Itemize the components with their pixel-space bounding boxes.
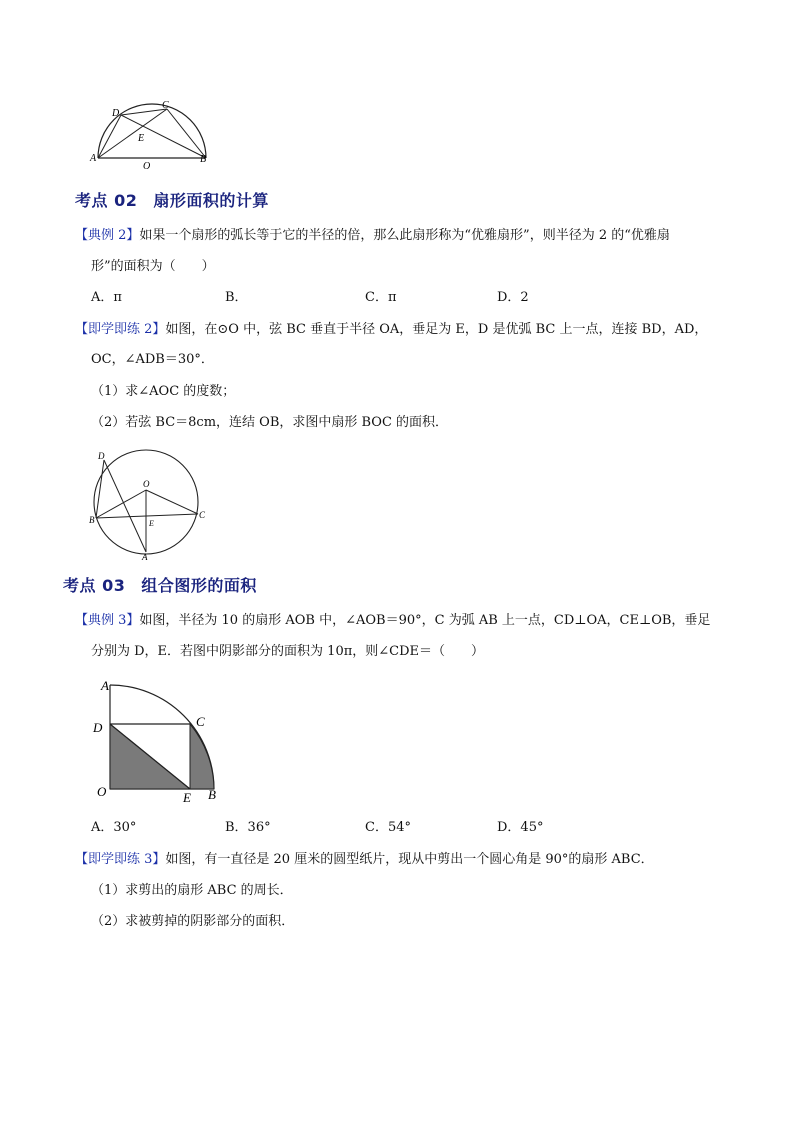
practice-tag: 【即学即练 3】 (75, 852, 166, 867)
figure-semicircle (88, 98, 218, 170)
example-text: 如图，半径为 10 的扇形 AOB 中，∠AOB＝90°，C 为弧 AB 上一点，CD⊥OA，CE⊥OB，垂足 (139, 613, 711, 628)
practice-2-line-1 (75, 320, 707, 340)
option-b: B．36° (225, 820, 271, 835)
section-number: 考点 02 (75, 191, 138, 210)
fig2-label-d: D (98, 451, 105, 461)
fig2-label-a: A (142, 552, 148, 560)
practice-2-line-2: OC，∠ADB＝30°． (91, 352, 214, 367)
fig3-label-a: A (101, 678, 109, 693)
option-c: C．π (365, 290, 397, 305)
fig1-label-b: B (200, 154, 207, 165)
fig3-label-c: C (196, 714, 205, 729)
option-d: D．45° (497, 820, 544, 835)
example-2-line-2: 形”的面积为（ ） (91, 259, 215, 274)
fig1-label-a: A (90, 153, 97, 164)
practice-3-question-1: （1）求剪出的扇形 ABC 的周长． (91, 883, 293, 898)
fig3-label-o: O (97, 784, 107, 799)
example-3-line-2: 分别为 D，E．若图中阴影部分的面积为 10π，则∠CDE＝（ ） (91, 644, 485, 659)
section-heading-02 (75, 188, 269, 211)
fig3-label-e: E (183, 790, 191, 805)
practice-text: 如图，有一直径是 20 厘米的圆型纸片，现从中剪出一个圆心角是 90°的扇形 ABC． (165, 852, 654, 867)
example-3-line-1 (75, 611, 710, 631)
example-tag: 【典例 2】 (75, 228, 140, 243)
fig1-label-o: O (143, 161, 151, 170)
figure-quarter-sector (88, 675, 228, 807)
practice-3-line-1 (75, 850, 654, 870)
practice-2-question-2: （2）若弦 BC＝8cm，连结 OB，求图中扇形 BOC 的面积． (91, 415, 449, 430)
option-a: A．30° (91, 820, 137, 835)
fig1-label-e: E (138, 133, 145, 144)
section-title-text: 扇形面积的计算 (153, 191, 269, 210)
fig2-label-c: C (199, 510, 206, 520)
fig1-label-c: C (162, 100, 169, 111)
fig1-label-d: D (112, 108, 120, 119)
example-2-line-1 (75, 226, 670, 246)
fig3-label-b: B (208, 787, 216, 802)
section-number: 考点 03 (63, 576, 126, 595)
practice-2-question-1: （1）求∠AOC 的度数； (91, 384, 236, 399)
figure-circle (86, 448, 212, 560)
section-title-text: 组合图形的面积 (141, 576, 257, 595)
fig2-label-o: O (143, 479, 150, 489)
option-c: C．54° (365, 820, 411, 835)
option-a: A．π (91, 290, 122, 305)
section-heading-03 (63, 573, 257, 596)
practice-text: 如图，在⊙O 中，弦 BC 垂直于半径 OA，垂足为 E，D 是优弧 BC 上一点，连接 BD，AD， (165, 322, 708, 337)
option-d: D．2 (497, 290, 529, 305)
fig3-label-d: D (93, 720, 103, 735)
option-b: B． (225, 290, 248, 305)
fig2-label-e: E (149, 519, 154, 528)
fig2-label-b: B (89, 515, 95, 525)
example-text: 如果一个扇形的弧长等于它的半径的倍，那么此扇形称为“优雅扇形”，则半径为 2 的“优雅扇 (139, 228, 670, 243)
practice-3-question-2: （2）求被剪掉的阴影部分的面积． (91, 914, 295, 929)
example-tag: 【典例 3】 (75, 613, 140, 628)
practice-tag: 【即学即练 2】 (75, 322, 166, 337)
